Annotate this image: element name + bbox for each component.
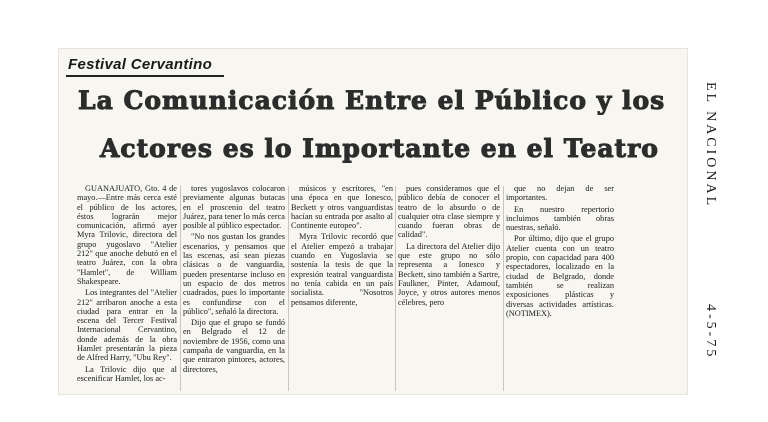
paragraph: tores yugoslavos colocaron previamente algunas butacas en el proscenio del teatro Juárez, para tener lo más cerca posible al público espectador. <box>183 184 285 231</box>
paragraph: músicos y escritores, "en una época en que Ionesco, Beckett y otros vanguardistas hacían su entrada por asalto al Continente europeo". <box>291 184 393 231</box>
headline-line-2: Actores es lo Importante en el Teatro <box>100 134 659 163</box>
column-divider <box>180 186 181 391</box>
article-column-3 <box>291 184 393 309</box>
paragraph: La directora del Atelier dijo que este grupo no sólo representa a Ionesco y Beckett, sino también a Sartre, Faulkner, Pinter, Adamouf, Joyce, y otros autores menos célebres, pero <box>398 241 500 307</box>
paragraph: Dijo que el grupo se fundó en Belgrado el 12 de noviembre de 1956, como una campaña de vanguardia, en la que entraron pintores, actores, directores, <box>183 318 285 374</box>
section-underline <box>66 75 224 77</box>
headline-line-1: La Comunicación Entre el Público y los <box>78 86 666 115</box>
paragraph: que no dejan de ser importantes. <box>506 184 614 203</box>
column-divider <box>503 186 504 391</box>
stamp-date: 4-5-75 <box>703 304 718 360</box>
article-column-4 <box>398 184 500 309</box>
stamp-newspaper: EL NACIONAL <box>703 82 718 209</box>
article-column-5 <box>506 184 614 320</box>
paragraph: Myra Trilovic recordó que el Atelier empezó a trabajar cuando en Yugoslavia se sostenía la tesis de que la expresión teatral vanguardista no tenía cabida en un país socialista. "Nosotros pensamos diferente, <box>291 232 393 307</box>
paragraph: Los integrantes del "Atelier 212" arribaron anoche a esta ciudad para entrar en la escena del Tercer Festival Internacional Cervantino, donde además de la obra Hamlet presentarán la pieza de Alfred Harry, "Ubu Rey". <box>77 288 177 363</box>
article-column-1 <box>77 184 177 385</box>
paragraph: La Trilovic dijo que al escenificar Hamlet, los ac- <box>77 364 177 383</box>
paragraph: pues consideramos que el público debía de conocer el teatro de lo absurdo o de cualquier otra clase siempre y cuando fueran obras de calidad". <box>398 184 500 240</box>
paragraph: GUANAJUATO, Gto. 4 de mayo.—Entre más cerca esté el público de los actores, éstos lograrán mejor comunicación, afirmó ayer Myra Trilovic, directora del grupo yugoslavo "Atelier 212" que anoche debutó en el teatro Juárez, con la obra "Hamlet", de William Shakespeare. <box>77 184 177 286</box>
column-divider <box>395 186 396 391</box>
paragraph: En nuestro repertorio incluimos también obras nuestras, señaló. <box>506 204 614 233</box>
handwritten-stamp <box>690 82 728 382</box>
section-label: Festival Cervantino <box>68 56 213 73</box>
column-divider <box>288 186 289 391</box>
paragraph: "No nos gustan los grandes escenarios, y pensamos que las escenas, así sean piezas clásicas o de vanguardia, pueden presentarse incluso en un espacio de dos metros cuadrados, pues lo importante es confundirse con el público", señaló la directora. <box>183 232 285 316</box>
article-column-2 <box>183 184 285 376</box>
paragraph: Por último, dijo que el grupo Atelier cuenta con un teatro propio, con capacidad para 400 espectadores, localizado en la ciudad de Belgrado, donde también se realizan exposiciones plásticas y diversas actividades artísticas. (NOTIMEX). <box>506 234 614 318</box>
